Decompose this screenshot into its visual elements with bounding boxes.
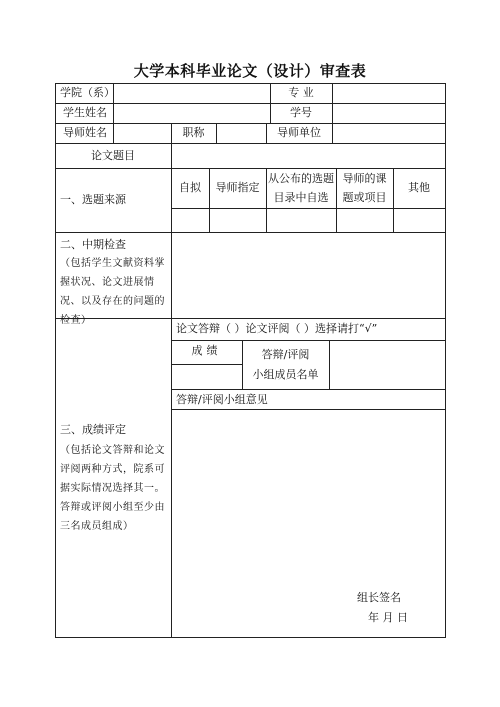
date-line: 年 月 日 — [368, 611, 408, 624]
rule — [209, 168, 210, 232]
option-self: 自拟 — [179, 181, 201, 194]
rule — [329, 340, 330, 389]
rule — [171, 340, 445, 341]
rule — [393, 168, 394, 232]
rule — [171, 389, 445, 390]
rule — [171, 208, 445, 209]
section-grading-label: 三、成绩评定 — [60, 423, 126, 436]
panel-label-line1: 答辩/评阅 — [261, 348, 310, 361]
rule — [55, 143, 445, 144]
option-advisor-project-line1: 导师的课 — [342, 172, 387, 185]
rule — [332, 83, 333, 143]
leader-signature-label: 组长签名 — [357, 591, 401, 604]
choice-line: 论文答辩（ ）论文评阅（ ）选择请打“√” — [176, 322, 378, 335]
rule — [171, 364, 242, 365]
rule — [171, 409, 445, 410]
section-source-label: 一、选题来源 — [60, 193, 126, 206]
college-label: 学院（系） — [60, 86, 115, 99]
student-name-label: 学生姓名 — [63, 106, 107, 119]
major-label: 专 业 — [288, 86, 314, 99]
panel-label-line2: 小组成员名单 — [252, 368, 319, 381]
option-published-line1: 从公布的选题 — [268, 172, 334, 185]
rule — [55, 232, 445, 233]
option-advisor-assigned: 导师指定 — [215, 181, 260, 194]
midterm-note: （包括学生文献资料掌握状况、论文进展情况、以及存在的问题的检查） — [60, 258, 165, 326]
form-title: 大学本科毕业论文（设计）审查表 — [133, 62, 367, 80]
rule — [445, 83, 446, 638]
rule — [55, 168, 445, 169]
title-rank-label: 职称 — [182, 126, 205, 139]
student-id-label: 学号 — [290, 106, 312, 119]
rule — [55, 637, 445, 638]
score-label: 成绩 — [191, 344, 222, 357]
advisor-unit-label: 导师单位 — [277, 126, 321, 139]
option-published-line2: 目录中自选 — [273, 191, 329, 204]
grading-note: （包括论文答辩和论文评阅两种方式，院系可据实际情况选择其一。答辩或评阅小组至少由三名成员组成） — [60, 445, 165, 532]
rule — [171, 143, 172, 638]
opinion-label: 答辩/评阅小组意见 — [176, 393, 268, 406]
rule — [216, 123, 217, 143]
advisor-name-label: 导师姓名 — [63, 126, 107, 139]
option-advisor-project-line2: 题或项目 — [342, 191, 387, 204]
thesis-title-label: 论文题目 — [91, 149, 135, 162]
section-midterm-label: 二、中期检查 — [60, 238, 126, 251]
option-other: 其他 — [408, 181, 430, 194]
rule — [55, 83, 56, 638]
